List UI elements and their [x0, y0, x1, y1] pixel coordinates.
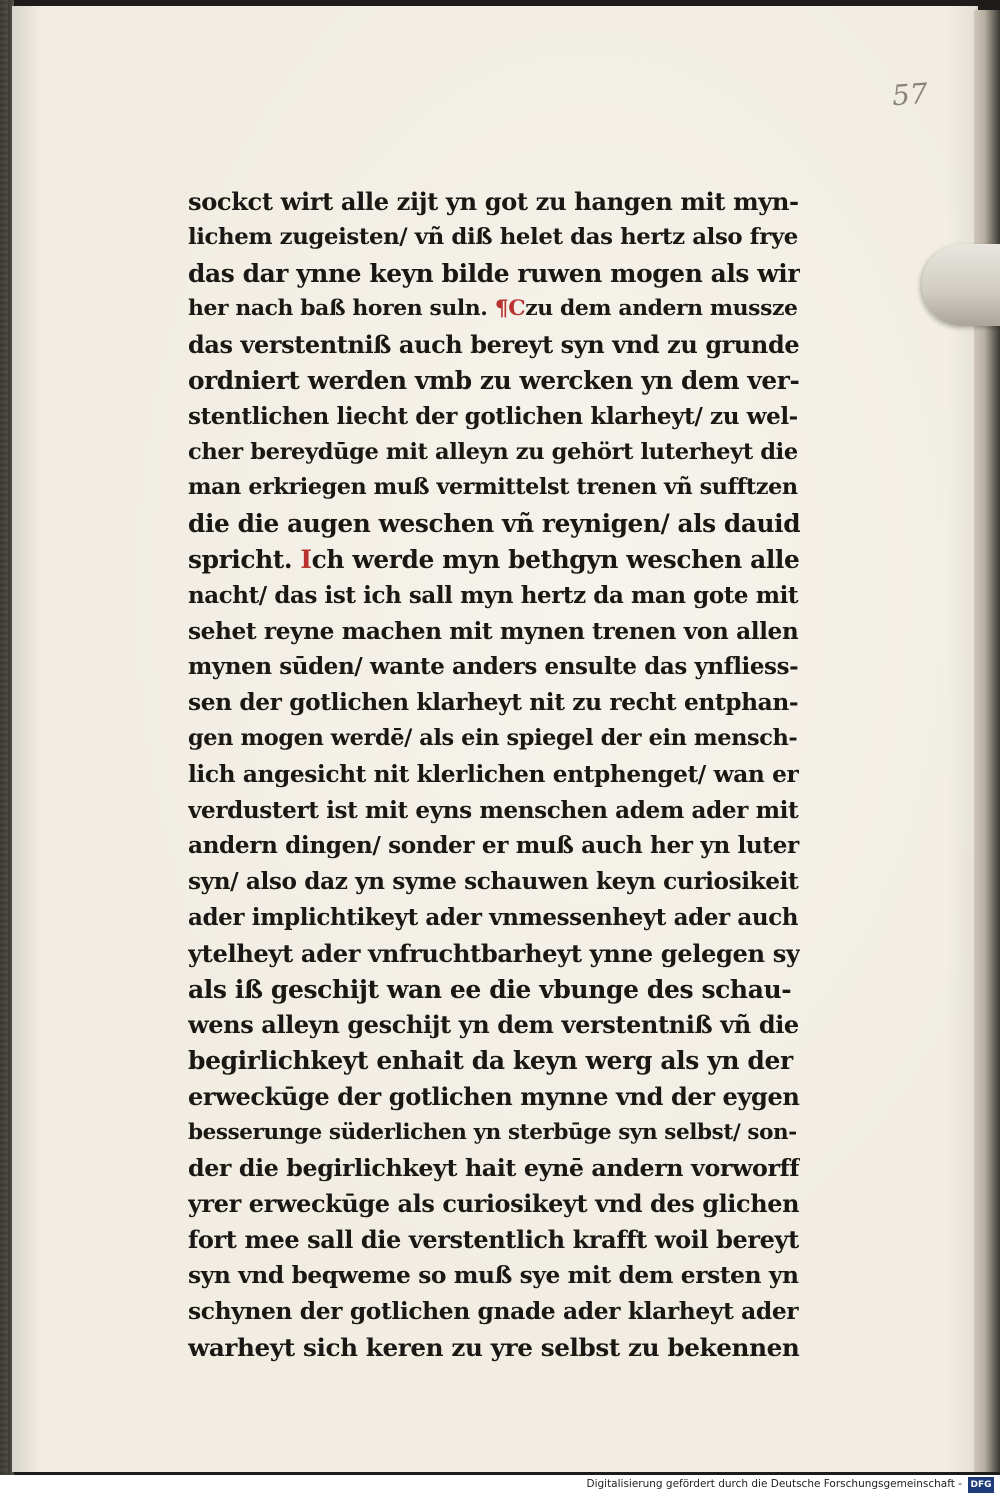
text-block: [188, 184, 800, 1365]
line-text: das dar ynne keyn bilde ruwen mogen als wir: [188, 258, 800, 288]
text-line: [188, 220, 800, 256]
text-line: [188, 972, 800, 1008]
footer-credit: Digitalisierung gefördert durch die Deutsche Forschungsgemeinschaft -: [586, 1478, 962, 1490]
text-line: [188, 1186, 800, 1222]
line-text: gen mogen werdē/ als ein spiegel der ein mensch-: [188, 724, 798, 751]
line-text: man erkriegen muß vermittelst trenen vñ sufftzen: [188, 474, 798, 501]
text-line: [188, 793, 800, 829]
line-text: sehet reyne machen mit mynen trenen von allen: [188, 617, 799, 645]
text-line: [188, 828, 800, 864]
line-text: wens alleyn geschijt yn dem verstentniß vñ die: [188, 1010, 799, 1040]
line-text: lichem zugeisten/ vñ diß helet das hertz also frye: [188, 223, 798, 250]
line-text: der die begirlichkeyt hait eynē andern vorworff: [188, 1153, 800, 1182]
line-text: syn vnd beqweme so muß sye mit dem ersten yn: [188, 1261, 799, 1289]
text-line: [188, 1294, 800, 1330]
line-text: ordniert werden vmb zu wercken yn dem ver-: [188, 365, 800, 395]
line-text: sen der gotlichen klarheyt nit zu recht entphan-: [188, 689, 799, 717]
text-line: [188, 757, 800, 793]
text-line: [188, 900, 800, 936]
text-line: [188, 1115, 800, 1151]
text-line: [188, 470, 800, 506]
line-text: nacht/ das ist ich sall myn hertz da man gote mit: [188, 581, 799, 609]
line-text: mynen sūden/ wante anders ensulte das ynfliess-: [188, 653, 799, 681]
line-text: sockct wirt alle zijt yn got zu hangen mit myn-: [188, 187, 799, 216]
text-line: [188, 1079, 800, 1115]
text-line: [188, 685, 800, 721]
text-line: [188, 256, 800, 292]
line-text: her nach baß horen suln.: [188, 295, 488, 322]
line-text: andern dingen/ sonder er muß auch her yn luter: [188, 832, 799, 860]
text-line: [188, 291, 800, 327]
text-line: [188, 1007, 800, 1043]
text-line: [188, 506, 800, 542]
text-line: [188, 1151, 800, 1187]
text-line: [188, 721, 800, 757]
page-fore-edge: [974, 10, 1000, 1472]
text-line: [188, 327, 800, 363]
line-text-continued: ch werde myn bethgyn weschen alle: [311, 544, 800, 574]
line-text: als iß geschijt wan ee die vbunge des schau-: [188, 974, 792, 1004]
text-line: [188, 399, 800, 435]
line-text: fort mee sall die verstentlich krafft woil bereyt: [188, 1225, 799, 1255]
folio-number: 57: [890, 76, 929, 113]
text-line: [188, 1222, 800, 1258]
line-text: das verstentniß auch bereyt syn vnd zu grunde: [188, 330, 800, 360]
text-line: [188, 649, 800, 685]
line-text: cher bereydūge mit alleyn zu gehört luterheyt die: [188, 438, 798, 465]
left-page-strip: [0, 0, 8, 1475]
line-text: begirlichkeyt enhait da keyn werg als yn der: [188, 1046, 793, 1076]
text-line: [188, 1258, 800, 1294]
text-line: [188, 1043, 800, 1079]
line-text: verdustert ist mit eyns menschen adem ader mit: [188, 796, 799, 824]
line-text: ader implichtikeyt ader vnmessenheyt ader auch: [188, 903, 799, 931]
line-text: spricht.: [188, 544, 293, 574]
line-text: erweckūge der gotlichen mynne vnd der eygen: [188, 1081, 800, 1111]
text-line: [188, 435, 800, 471]
line-text: die die augen weschen vñ reynigen/ als dauid: [188, 509, 800, 539]
text-line: [188, 936, 800, 972]
text-line: [188, 1330, 800, 1366]
line-text: lich angesicht nit klerlichen entphenget/ wan er: [188, 760, 799, 788]
line-text: ytelheyt ader vnfruchtbarheyt ynne gelegen sy: [188, 938, 800, 968]
line-text: besserunge süderlichen yn sterbūge syn selbst/ son-: [188, 1119, 797, 1145]
line-text: warheyt sich keren zu yre selbst zu bekennen: [188, 1332, 800, 1362]
rubric-mark: ¶C: [494, 295, 526, 322]
text-line: [188, 363, 800, 399]
text-line: [188, 542, 800, 578]
line-text-continued: zu dem andern mussze: [525, 295, 798, 322]
text-line: [188, 864, 800, 900]
line-text: syn/ also daz yn syme schauwen keyn curiosikeit: [188, 868, 799, 896]
page-clip: [922, 244, 1000, 326]
rubric-mark: I: [300, 544, 312, 574]
text-line: [188, 578, 800, 614]
line-text: stentlichen liecht der gotlichen klarheyt/ zu wel-: [188, 402, 798, 430]
dfg-logo: DFG: [968, 1477, 994, 1493]
footer-bar: [0, 1475, 1000, 1497]
text-line: [188, 184, 800, 220]
line-text: yrer erweckūge als curiosikeyt vnd des glichen: [188, 1189, 800, 1219]
line-text: schynen der gotlichen gnade ader klarheyt ader: [188, 1296, 799, 1325]
text-line: [188, 614, 800, 650]
